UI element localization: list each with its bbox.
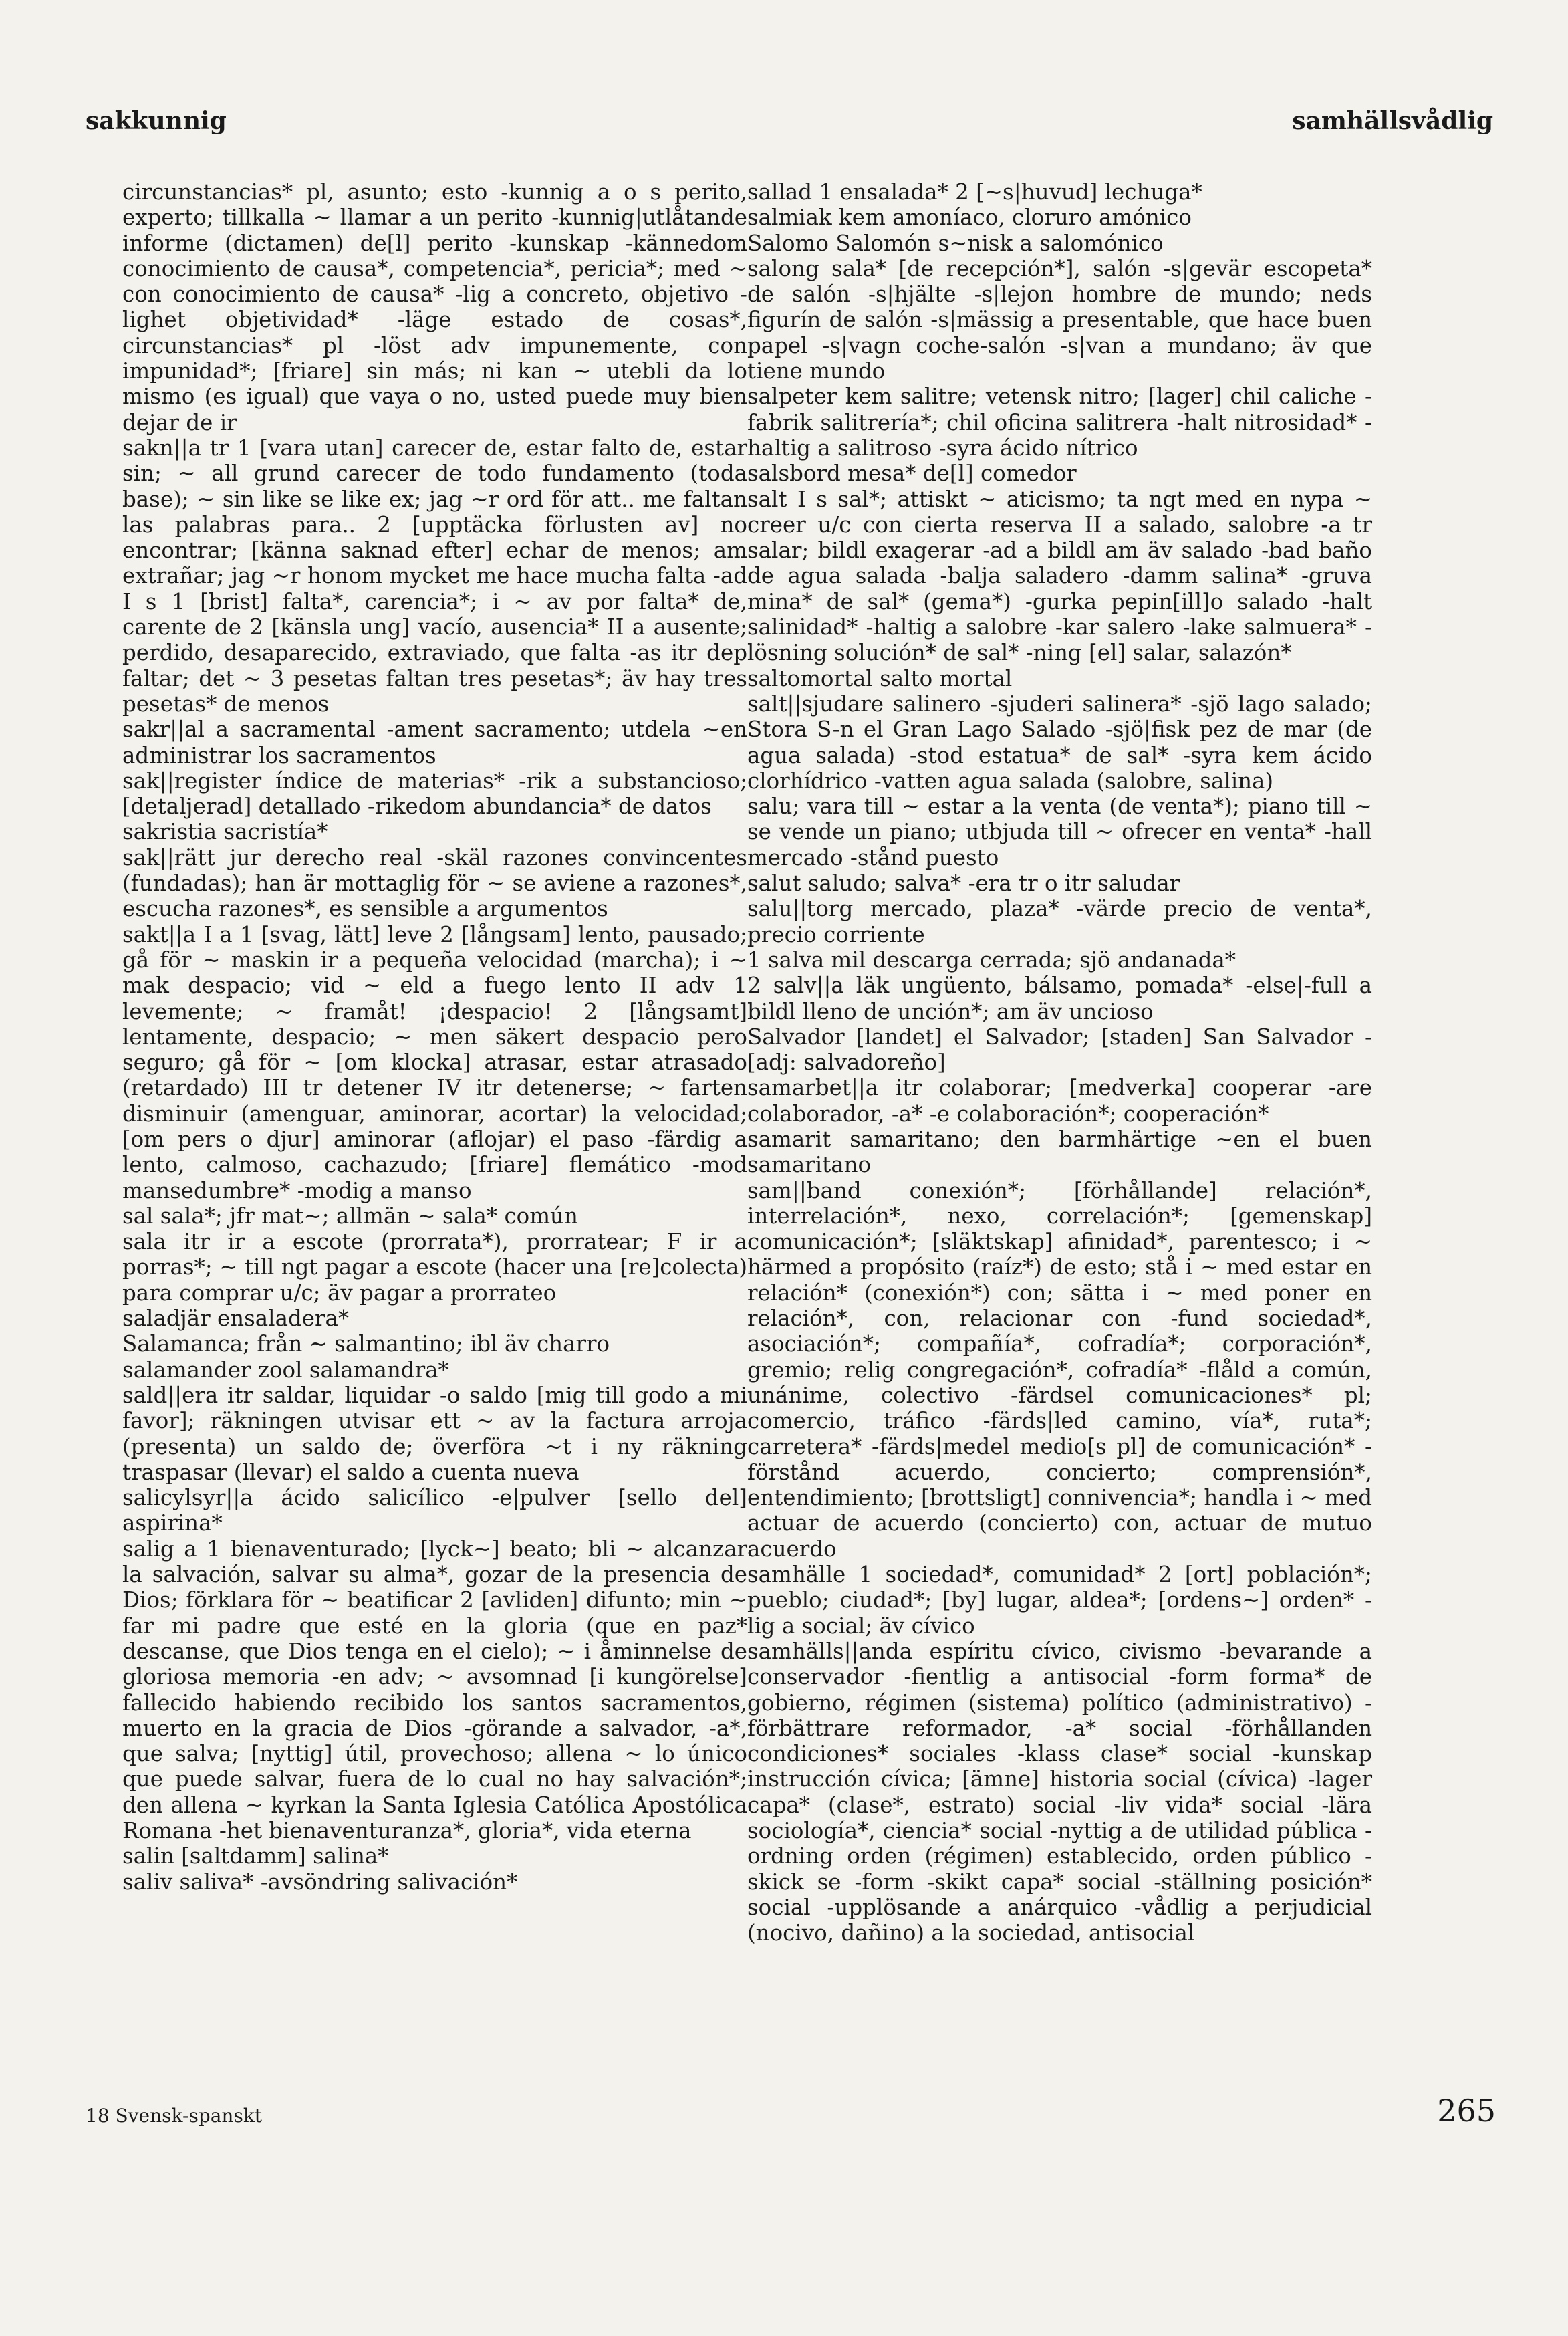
entry: saladjär ensaladera* [122,1306,350,1332]
running-head-right: samhällsvådlig [1292,107,1493,135]
entry: Salvador [landet] el Salvador; [staden] San Salvador -[adj: salvadoreño] [747,1024,1372,1076]
entry: samarit samaritano; den barmhärtige ~en el buen samaritano [747,1126,1372,1178]
entry: salt||sjudare salinero -sjuderi salinera* -sjö lago salado; Stora S-n el Gran Lago Salado -sjö|fisk pez de mar (de agua salada) -stod estatua* de sal* -syra kem ácido clorhídrico -vatten agua salada (salobre, salina) [747,691,1372,794]
page-number: 265 [1437,2093,1496,2129]
running-head-left: sakkunnig [86,107,227,135]
entry: salmiak kem amoníaco, cloruro amónico [747,205,1192,231]
entry: sald||era itr saldar, liquidar -o saldo [mig till godo a mi favor]; räkningen utvisar ett ~ av la factura arroja (presenta) un saldo de; överföra ~t i ny räkning traspasar (llevar) el saldo a cuenta nueva [122,1382,747,1485]
entry: salt I s sal*; attiskt ~ aticismo; ta ngt med en nypa ~ creer u/c con cierta reserva II a salado, salobre -a tr salar; bildl exagerar -ad a bildl am äv salado -bad baño de agua salada -balja saladero -damm salina* -gruva mina* de sal* (gema*) -gurka pepin[ill]o salado -halt salinidad* -haltig a salobre -kar salero -lake salmuera* -lösning solución* de sal* -ning [el] salar, salazón* [747,486,1372,666]
entry: saliv saliva* -avsöndring salivación* [122,1869,518,1895]
entry: salamander zool salamandra* [122,1357,449,1383]
entry: Salamanca; från ~ salmantino; ibl äv charro [122,1331,610,1357]
entry: sakristia sacristía* [122,819,328,845]
entry: salsbord mesa* de[l] comedor [747,461,1077,487]
right-column [747,179,1372,1946]
entry: samhälls||anda espíritu cívico, civismo -bevarande a conservador -fientlig a antisocial -form forma* de gobierno, régimen (sistema) político (administrativo) -förbättrare reformador, -a* social -förhållanden condiciones* sociales -klass clase* social -kunskap instrucción cívica; [ämne] historia social (cívica) -lager capa* (clase*, estrato) social -liv vida* social -lära sociología*, ciencia* social -nyttig a de utilidad pública -ordning orden (régimen) establecido, orden público -skick se -form -skikt capa* social -ställning posición* social -upplösande a anárquico -vådlig a perjudicial (nocivo, dañino) a la sociedad, antisocial [747,1638,1372,1946]
entry: sala itr ir a escote (prorrata*), prorratear; F ir a porras*; ~ till ngt pagar a escote (hacer una [re]colecta) para comprar u/c; äv pagar a prorrateo [122,1229,747,1306]
entry: salong sala* [de recepción*], salón -s|gevär escopeta* de salón -s|hjälte -s|lejon hombre de mundo; neds figurín de salón -s|mässig a presentable, que hace buen papel -s|vagn coche-salón -s|van a mundano; äv que tiene mundo [747,255,1372,384]
entry: salpeter kem salitre; vetensk nitro; [lager] chil caliche -fabrik salitrería*; chil oficina salitrera -halt nitrosidad* -haltig a salitroso -syra ácido nítrico [747,384,1372,461]
entry: samhälle 1 sociedad*, comunidad* 2 [ort] población*; pueblo; ciudad*; [by] lugar, aldea*; [ordens~] orden* -lig a social; äv cívico [747,1562,1372,1639]
entry: salicylsyr||a ácido salicílico -e|pulver [sello del] aspirina* [122,1485,747,1536]
entry: sakt||a I a 1 [svag, lätt] leve 2 [långsam] lento, pausado; gå för ~ maskin ir a pequeña velocidad (marcha); i ~ mak despacio; vid ~ eld a fuego lento II adv 1 levemente; ~ framåt! ¡despacio! 2 [långsamt] lentamente, despacio; ~ men säkert despacio pero seguro; gå för ~ [om klocka] atrasar, estar atrasado (retardado) III tr detener IV itr detenerse; ~ farten disminuir (amenguar, aminorar, acortar) la velocidad; [om pers o djur] aminorar (aflojar) el paso -färdig a lento, calmoso, cachazudo; [friare] flemático -mod mansedumbre* -modig a manso [122,921,747,1203]
entry: saltomortal salto mortal [747,665,1013,691]
entry: sakr||al a sacramental -ament sacramento; utdela ~en administrar los sacramentos [122,717,747,768]
entry: samarbet||a itr colaborar; [medverka] cooperar -are colaborador, -a* -e colaboración*; cooperación* [747,1075,1372,1127]
entry: sakn||a tr 1 [vara utan] carecer de, estar falto de, estar sin; ~ all grund carecer de todo fundamento (toda base); ~ sin like se like ex; jag ~r ord för att.. me faltan las palabras para.. 2 [upptäcka förlusten av] no encontrar; [känna saknad efter] echar de menos; am extrañar; jag ~r honom mycket me hace mucha falta -ad I s 1 [brist] falta*, carencia*; i ~ av por falta* de, carente de 2 [känsla ung] vacío, ausencia* II a ausente; perdido, desaparecido, extraviado, que falta -as itr dep faltar; det ~ 3 pesetas faltan tres pesetas*; äv hay tres pesetas* de menos [122,435,747,717]
entry: 2 salv||a läk ungüento, bálsamo, pomada* -else|-full a bildl lleno de unción*; am äv uncioso [747,973,1372,1024]
entry: Salomo Salomón s~nisk a salomónico [747,230,1164,256]
signature-mark: 18 Svensk-spanskt [86,2105,263,2127]
entry: circunstancias* pl, asunto; esto -kunnig a o s perito, experto; tillkalla ~ llamar a un perito -kunnig|utlåtande informe (dictamen) de[l] perito -kunskap -kännedom conocimiento de causa*, competencia*, pericia*; med ~ con conocimiento de causa* -lig a concreto, objetivo -lighet objetividad* -läge estado de cosas*, circunstancias* pl -löst adv impunemente, con impunidad*; [friare] sin más; ni kan ~ utebli da lo mismo (es igual) que vaya o no, usted puede muy bien dejar de ir [122,179,747,435]
entry: salin [saltdamm] salina* [122,1843,389,1869]
entry: sak||register índice de materias* -rik a substancioso; [detaljerad] detallado -rikedom abundancia* de datos [122,768,747,820]
entry: salu; vara till ~ estar a la venta (de venta*); piano till ~ se vende un piano; utbjuda till ~ ofrecer en venta* -hall mercado -stånd puesto [747,794,1372,870]
entry: sak||rätt jur derecho real -skäl razones convincentes (fundadas); han är mottaglig för ~ se aviene a razones*, escucha razones*, es sensible a argumentos [122,844,747,922]
entry: sal sala*; jfr mat~; allmän ~ sala* común [122,1203,578,1229]
entry: 1 salva mil descarga cerrada; sjö andanada* [747,947,1236,973]
entry: sam||band conexión*; [förhållande] relación*, interrelación*, nexo, correlación*; [gemenskap] comunicación*; [släktskap] afinidad*, parentesco; i ~ härmed a propósito (raíz*) de esto; stå i ~ med estar en relación* (conexión*) con; sätta i ~ med poner en relación*, con, relacionar con -fund sociedad*, asociación*; compañía*, cofradía*; corporación*, gremio; relig congregación*, cofradía* -flåld a común, unánime, colectivo -färdsel comunicaciones* pl; comercio, tráfico -färds|led camino, vía*, ruta*; carretera* -färds|medel medio[s pl] de comunicación* -förstånd acuerdo, concierto; comprensión*, entendimiento; [brottsligt] connivencia*; handla i ~ med actuar de acuerdo (concierto) con, actuar de mutuo acuerdo [747,1177,1372,1562]
left-column [122,179,747,1895]
entry: salig a 1 bienaventurado; [lyck~] beato; bli ~ alcanzar la salvación, salvar su alma*, gozar de la presencia de Dios; förklara för ~ beatificar 2 [avliden] difunto; min ~ far mi padre que esté en la gloria (que en paz* descanse, que Dios tenga en el cielo); ~ i åminnelse de gloriosa memoria -en adv; ~ avsomnad [i kungörelse] fallecido habiendo recibido los santos sacramentos, muerto en la gracia de Dios -görande a salvador, -a*, que salva; [nyttig] útil, provechoso; allena ~ lo único que puede salvar, fuera de lo cual no hay salvación*; den allena ~ kyrkan la Santa Iglesia Católica Apostólica Romana -het bienaventuranza*, gloria*, vida eterna [122,1536,747,1843]
entry: salut saludo; salva* -era tr o itr saludar [747,870,1180,897]
entry: sallad 1 ensalada* 2 [~s|huvud] lechuga* [747,179,1202,205]
entry: salu||torg mercado, plaza* -värde precio de venta*, precio corriente [747,896,1372,947]
